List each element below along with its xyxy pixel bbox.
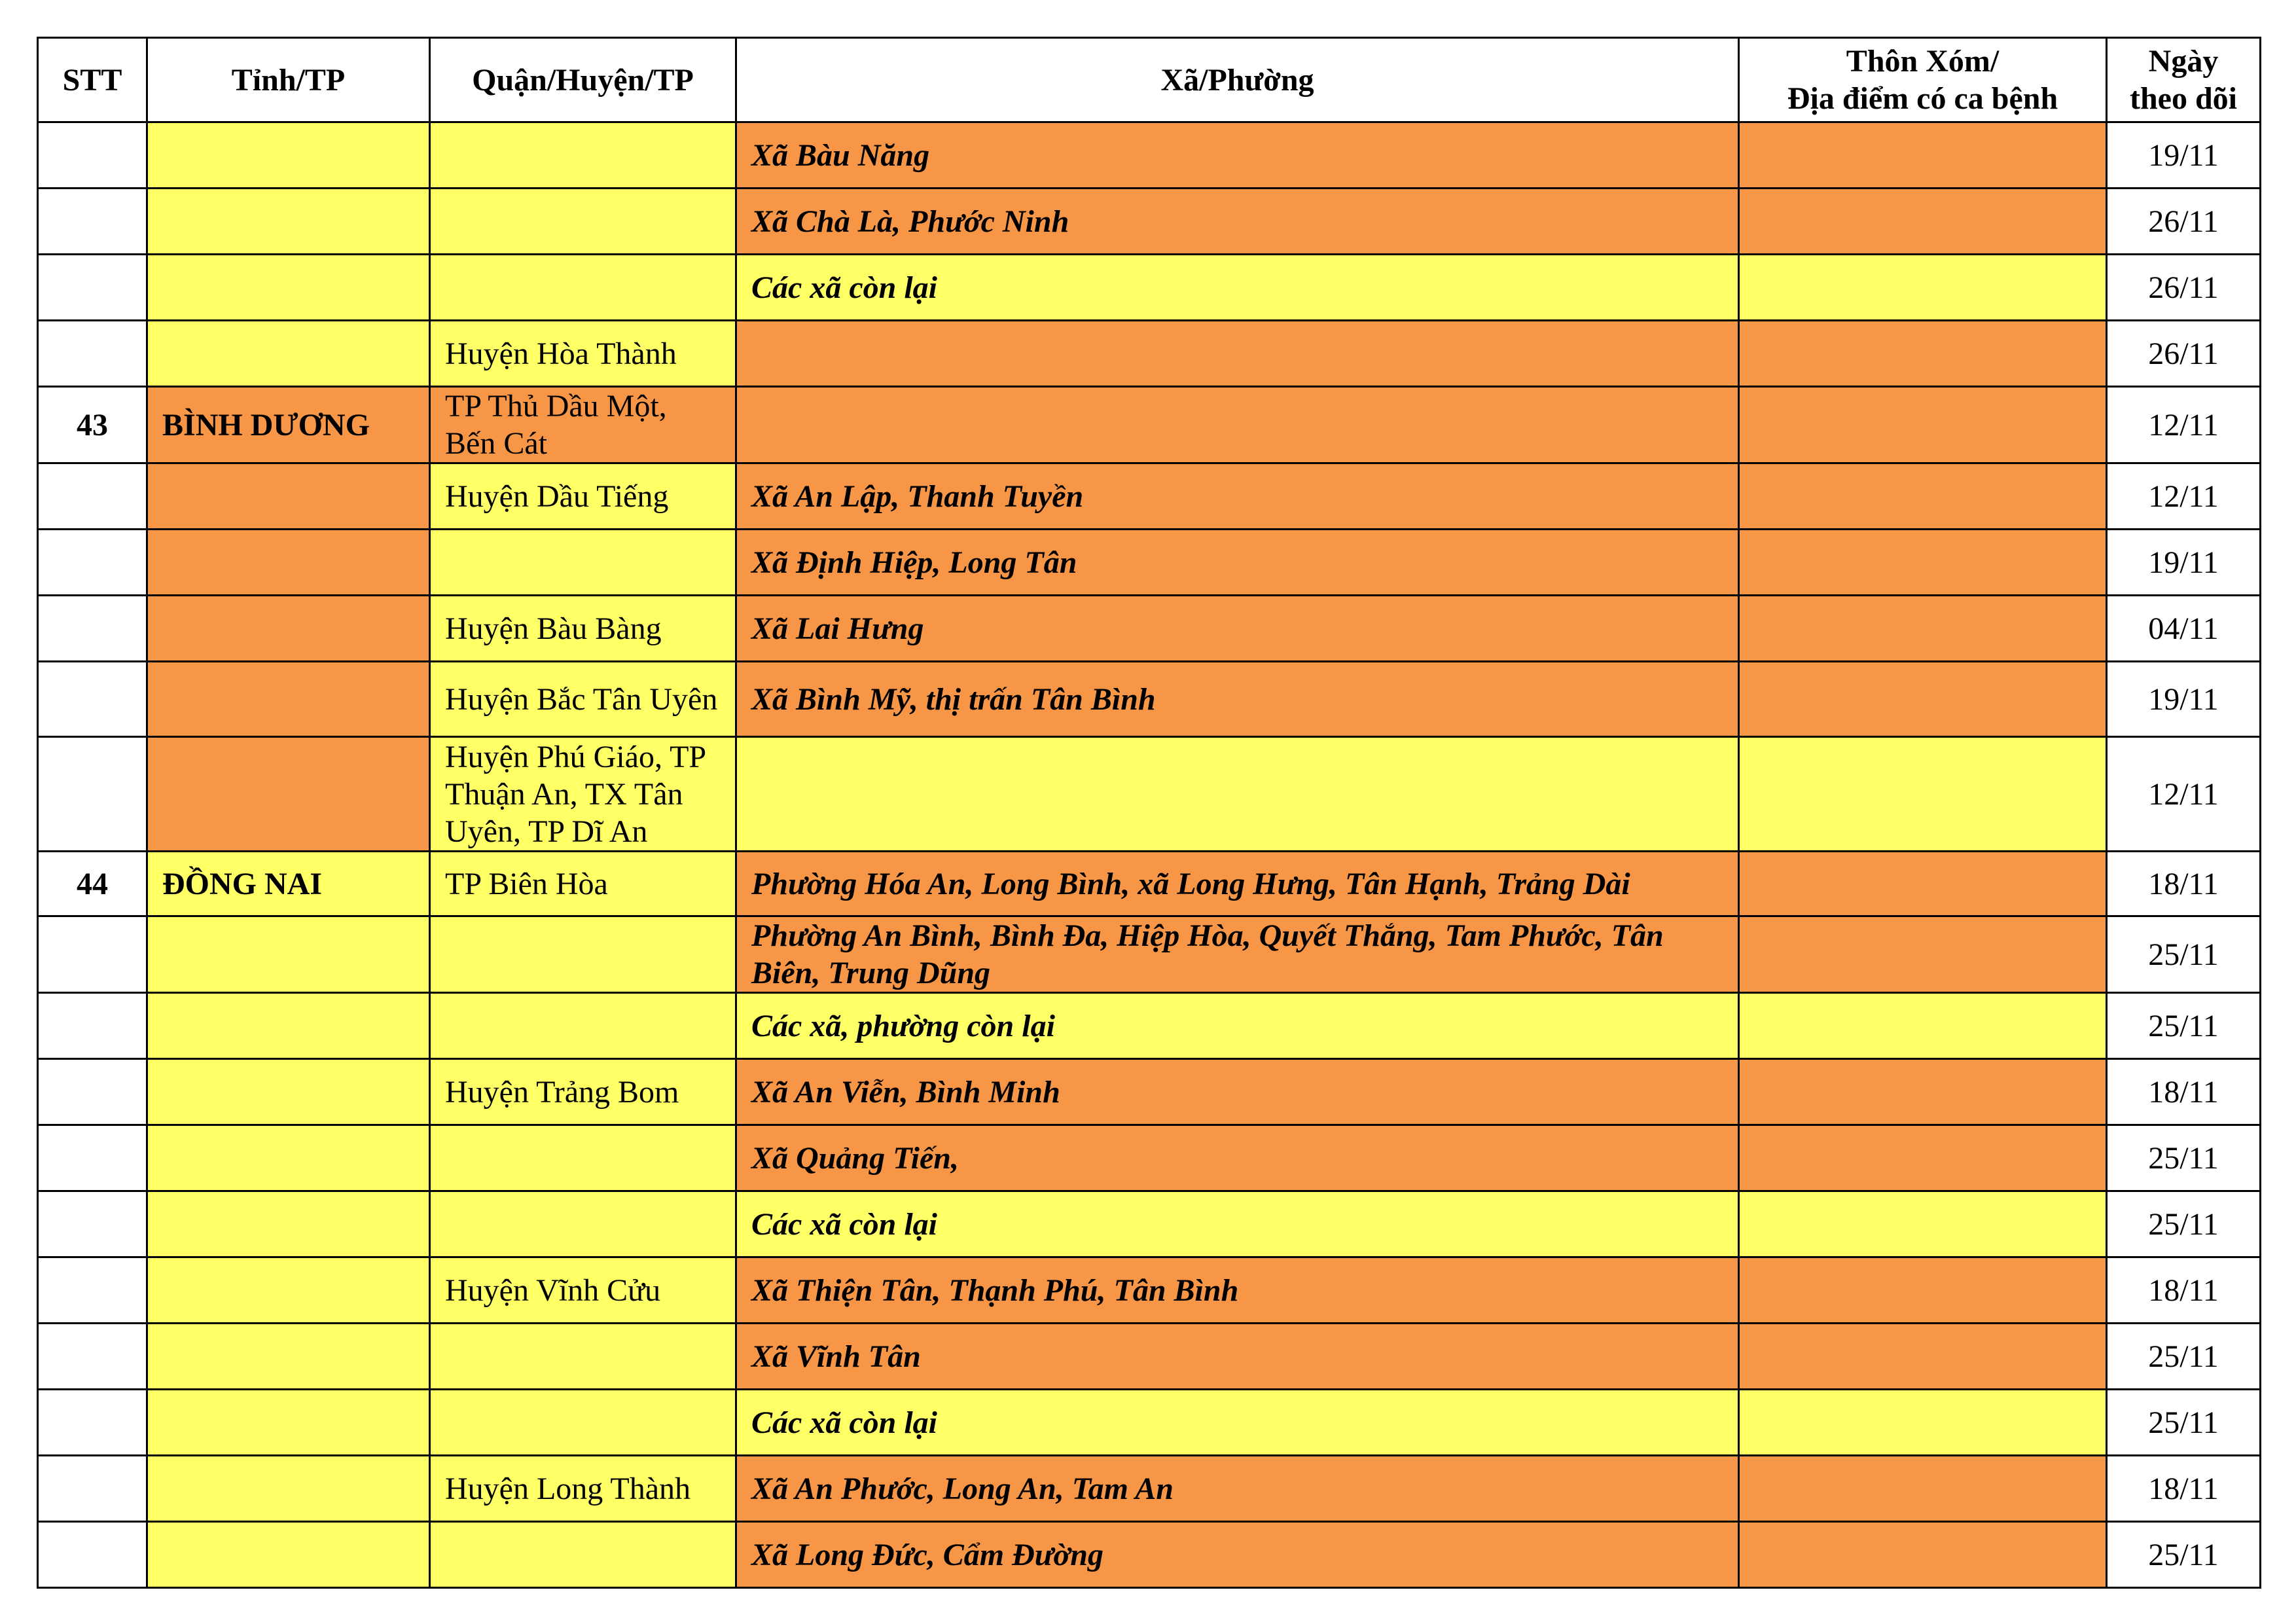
- cell-stt: [38, 596, 147, 662]
- cell-date: 26/11: [2107, 255, 2261, 321]
- table-row: [38, 1125, 2261, 1191]
- cell-province: [147, 1456, 430, 1522]
- cell-district: [430, 1125, 736, 1191]
- header-village-line1: Thôn Xóm/: [1846, 44, 2000, 79]
- table-row: [38, 255, 2261, 321]
- cell-ward: Xã Lai Hưng: [736, 596, 1739, 662]
- cell-date: 19/11: [2107, 122, 2261, 189]
- cell-province: [147, 122, 430, 189]
- cell-stt: [38, 1324, 147, 1390]
- cell-date: 26/11: [2107, 189, 2261, 255]
- cell-district: Huyện Bàu Bàng: [430, 596, 736, 662]
- header-date: [2107, 38, 2261, 122]
- cell-ward: Xã Quảng Tiến,: [736, 1125, 1739, 1191]
- cell-province: [147, 993, 430, 1059]
- cell-stt: [38, 662, 147, 737]
- cell-date: 25/11: [2107, 1522, 2261, 1588]
- table-row: [38, 530, 2261, 596]
- cell-date: 25/11: [2107, 993, 2261, 1059]
- cell-district: Huyện Phú Giáo, TP Thuận An, TX Tân Uyên, TP Dĩ An: [430, 737, 736, 852]
- cell-village: [1739, 387, 2107, 463]
- cell-village: [1739, 1257, 2107, 1324]
- cell-ward: Xã Thiện Tân, Thạnh Phú, Tân Bình: [736, 1257, 1739, 1324]
- cell-district: TP Thủ Dầu Một, Bến Cát: [430, 387, 736, 463]
- cell-date: 19/11: [2107, 530, 2261, 596]
- table-row: [38, 737, 2261, 852]
- cell-province: [147, 596, 430, 662]
- cell-date: 25/11: [2107, 916, 2261, 993]
- cell-stt: [38, 737, 147, 852]
- cell-date: 25/11: [2107, 1390, 2261, 1456]
- cell-district: [430, 530, 736, 596]
- header-village-line2: Địa điểm có ca bệnh: [1787, 81, 2058, 116]
- cell-stt: 43: [38, 387, 147, 463]
- cell-province: BÌNH DƯƠNG: [147, 387, 430, 463]
- table-row: [38, 122, 2261, 189]
- cell-stt: [38, 463, 147, 530]
- cell-ward: [736, 737, 1739, 852]
- cell-province: [147, 321, 430, 387]
- cell-village: [1739, 463, 2107, 530]
- cell-district: [430, 1324, 736, 1390]
- cell-stt: [38, 1456, 147, 1522]
- cell-district: Huyện Dầu Tiếng: [430, 463, 736, 530]
- cell-district: [430, 255, 736, 321]
- cell-village: [1739, 737, 2107, 852]
- table-row: [38, 1390, 2261, 1456]
- table-row: [38, 463, 2261, 530]
- table-row: [38, 1257, 2261, 1324]
- cell-date: 18/11: [2107, 1257, 2261, 1324]
- cell-village: [1739, 122, 2107, 189]
- cell-date: 12/11: [2107, 387, 2261, 463]
- table-row: [38, 993, 2261, 1059]
- cell-province: [147, 1324, 430, 1390]
- cell-ward: Phường Hóa An, Long Bình, xã Long Hưng, Tân Hạnh, Trảng Dài: [736, 852, 1739, 916]
- cell-village: [1739, 662, 2107, 737]
- table-row: [38, 1191, 2261, 1257]
- cell-province: [147, 255, 430, 321]
- cell-ward: Xã Long Đức, Cẩm Đường: [736, 1522, 1739, 1588]
- cell-village: [1739, 916, 2107, 993]
- cell-province: [147, 530, 430, 596]
- cell-district: [430, 916, 736, 993]
- cell-ward: Các xã còn lại: [736, 255, 1739, 321]
- cell-stt: [38, 1522, 147, 1588]
- cell-ward: Các xã còn lại: [736, 1390, 1739, 1456]
- header-stt: STT: [38, 38, 147, 122]
- cell-stt: [38, 321, 147, 387]
- cell-stt: [38, 1390, 147, 1456]
- cell-ward: Xã An Phước, Long An, Tam An: [736, 1456, 1739, 1522]
- cell-ward: Các xã, phường còn lại: [736, 993, 1739, 1059]
- cell-district: [430, 1191, 736, 1257]
- header-village: [1739, 38, 2107, 122]
- cell-district: Huyện Bắc Tân Uyên: [430, 662, 736, 737]
- cell-province: [147, 662, 430, 737]
- cell-province: [147, 463, 430, 530]
- cell-ward: Phường An Bình, Bình Đa, Hiệp Hòa, Quyết Thắng, Tam Phước, Tân Biên, Trung Dũng: [736, 916, 1739, 993]
- cell-ward: [736, 387, 1739, 463]
- cell-province: [147, 1522, 430, 1588]
- cell-date: 26/11: [2107, 321, 2261, 387]
- cell-date: 12/11: [2107, 463, 2261, 530]
- cell-stt: [38, 122, 147, 189]
- cell-stt: [38, 530, 147, 596]
- cell-village: [1739, 1125, 2107, 1191]
- table-row: [38, 916, 2261, 993]
- cell-date: 18/11: [2107, 1059, 2261, 1125]
- table-row: [38, 321, 2261, 387]
- cell-date: 25/11: [2107, 1191, 2261, 1257]
- cell-date: 25/11: [2107, 1125, 2261, 1191]
- cell-ward: Xã Bình Mỹ, thị trấn Tân Bình: [736, 662, 1739, 737]
- header-district: Quận/Huyện/TP: [430, 38, 736, 122]
- table-row: [38, 189, 2261, 255]
- cell-village: [1739, 1456, 2107, 1522]
- table-header: [38, 38, 2261, 122]
- epidemic-tracking-table: [37, 37, 2261, 1589]
- cell-date: 12/11: [2107, 737, 2261, 852]
- cell-stt: [38, 1191, 147, 1257]
- header-date-line1: Ngày: [2148, 44, 2219, 79]
- table-row: [38, 662, 2261, 737]
- cell-stt: [38, 993, 147, 1059]
- table-row: [38, 1456, 2261, 1522]
- header-ward: Xã/Phường: [736, 38, 1739, 122]
- cell-village: [1739, 1324, 2107, 1390]
- cell-province: ĐỒNG NAI: [147, 852, 430, 916]
- cell-date: 04/11: [2107, 596, 2261, 662]
- cell-village: [1739, 321, 2107, 387]
- cell-date: 25/11: [2107, 1324, 2261, 1390]
- cell-ward: Xã An Viễn, Bình Minh: [736, 1059, 1739, 1125]
- cell-district: Huyện Long Thành: [430, 1456, 736, 1522]
- cell-village: [1739, 530, 2107, 596]
- table-row: [38, 852, 2261, 916]
- cell-district: [430, 1390, 736, 1456]
- cell-ward: Xã An Lập, Thanh Tuyền: [736, 463, 1739, 530]
- cell-village: [1739, 1390, 2107, 1456]
- cell-date: 18/11: [2107, 852, 2261, 916]
- table-row: [38, 1059, 2261, 1125]
- cell-province: [147, 1125, 430, 1191]
- cell-ward: Xã Vĩnh Tân: [736, 1324, 1739, 1390]
- table-row: [38, 596, 2261, 662]
- cell-province: [147, 1059, 430, 1125]
- cell-village: [1739, 993, 2107, 1059]
- cell-ward: Các xã còn lại: [736, 1191, 1739, 1257]
- cell-province: [147, 737, 430, 852]
- cell-village: [1739, 189, 2107, 255]
- cell-province: [147, 1191, 430, 1257]
- cell-district: [430, 993, 736, 1059]
- cell-stt: [38, 255, 147, 321]
- cell-stt: [38, 1059, 147, 1125]
- cell-province: [147, 916, 430, 993]
- cell-village: [1739, 1191, 2107, 1257]
- cell-district: TP Biên Hòa: [430, 852, 736, 916]
- cell-village: [1739, 852, 2107, 916]
- cell-date: 19/11: [2107, 662, 2261, 737]
- cell-ward: Xã Bàu Năng: [736, 122, 1739, 189]
- cell-village: [1739, 1522, 2107, 1588]
- cell-district: [430, 1522, 736, 1588]
- cell-stt: 44: [38, 852, 147, 916]
- cell-stt: [38, 1125, 147, 1191]
- header-province: Tỉnh/TP: [147, 38, 430, 122]
- cell-date: 18/11: [2107, 1456, 2261, 1522]
- cell-province: [147, 189, 430, 255]
- cell-district: [430, 189, 736, 255]
- header-row: [38, 38, 2261, 122]
- cell-village: [1739, 1059, 2107, 1125]
- table-row: [38, 1324, 2261, 1390]
- cell-district: Huyện Hòa Thành: [430, 321, 736, 387]
- table-body: [38, 122, 2261, 1588]
- cell-district: Huyện Trảng Bom: [430, 1059, 736, 1125]
- cell-stt: [38, 189, 147, 255]
- cell-ward: Xã Định Hiệp, Long Tân: [736, 530, 1739, 596]
- cell-province: [147, 1257, 430, 1324]
- cell-district: Huyện Vĩnh Cửu: [430, 1257, 736, 1324]
- cell-stt: [38, 916, 147, 993]
- cell-province: [147, 1390, 430, 1456]
- cell-village: [1739, 255, 2107, 321]
- cell-stt: [38, 1257, 147, 1324]
- cell-village: [1739, 596, 2107, 662]
- cell-district: [430, 122, 736, 189]
- table-row: [38, 387, 2261, 463]
- header-date-line2: theo dõi: [2129, 81, 2237, 116]
- cell-ward: Xã Chà Là, Phước Ninh: [736, 189, 1739, 255]
- table-row: [38, 1522, 2261, 1588]
- cell-ward: [736, 321, 1739, 387]
